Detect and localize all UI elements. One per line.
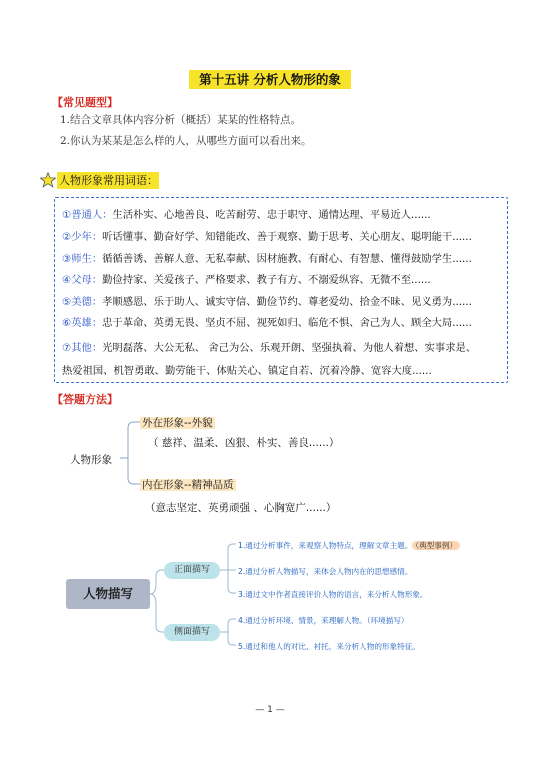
- describe-method-2: 2.通过分析人物描写，来体会人物内在的思想感情。: [238, 567, 413, 576]
- vocab-words: 勤俭持家、关爱孩子、严格要求、教子有方、不溺爱纵容、无微不至......: [102, 274, 431, 286]
- question-type-2: 2.你认为某某是怎么样的人，从哪些方面可以看出来。: [60, 135, 312, 147]
- map-external-examples: （ 慈祥、温柔、凶狠、朴实、善良......）: [148, 437, 340, 449]
- vocab-label: ⑦其他：: [62, 342, 103, 354]
- common-types-heading: 【常见题型】: [52, 96, 118, 109]
- vocab-words: 孝顺感恩、乐于助人、诚实守信、勤俭节约、尊老爱幼、拾金不昧、见义勇为......: [102, 296, 472, 308]
- describe-method-5: 5.通过和他人的对比、衬托，来分析人物的形象特征。: [238, 642, 420, 651]
- map-internal-examples: （意志坚定、英勇顽强 、心胸宽广......）: [145, 502, 337, 514]
- describe-method-3: 3.通过文中作者直接评价人物的语言，来分析人物形象。: [238, 590, 428, 599]
- describe-method-1: [238, 540, 460, 551]
- vocab-label: ①普通人：: [62, 209, 113, 221]
- vocab-label: ⑤美德：: [62, 296, 103, 308]
- vocab-label: ④父母：: [62, 274, 103, 286]
- map-node-direct: 正面描写: [164, 562, 220, 579]
- vocab-words: 循循善诱、善解人意、无私奉献、因材施教、有耐心、有智慧、懂得鼓励学生......: [102, 253, 472, 265]
- lesson-title: 第十五讲 分析人物形的象: [189, 70, 351, 89]
- vocab-label: ⑥英雄：: [62, 317, 103, 329]
- question-type-1: 1.结合文章具体内容分析（概括）某某的性格特点。: [60, 114, 302, 126]
- vocab-words: 热爱祖国、机智勇敢、勤劳能干、体贴关心、镇定自若、沉着冷静、宽容大度......: [62, 365, 432, 377]
- vocab-words: 听话懂事、勤奋好学、知错能改、善于观察、勤于思考、关心朋友、聪明能干......: [102, 231, 472, 243]
- vocab-label: ③师生：: [62, 253, 103, 265]
- method-heading: 【答题方法】: [52, 393, 118, 406]
- vocab-words: 光明磊落、大公无私、 舍己为公、乐观开朗、坚强执着、为他人着想、实事求是、: [102, 342, 477, 354]
- vocab-words: 生活朴实、心地善良、吃苦耐劳、忠于职守、通情达理、平易近人......: [112, 209, 431, 221]
- page-number: — 1 —: [255, 705, 285, 715]
- map-branch-external: [140, 415, 215, 430]
- map-root-character-image: 人物形象: [70, 454, 112, 466]
- map-root-character-description: 人物描写: [66, 579, 150, 609]
- vocab-heading: 人物形象常用词语：: [59, 174, 158, 187]
- internal-image-label: 内在形象--精神品质: [142, 479, 234, 491]
- vocab-words: 忠于革命、英勇无畏、坚贞不屈、视死如归、临危不惧、舍己为人、顾全大局......: [102, 317, 472, 329]
- map-branch-internal: [140, 477, 236, 492]
- vocab-label: ②少年：: [62, 231, 103, 243]
- typical-case-tag: （典型事例）: [412, 541, 460, 550]
- describe-method-4: 4.通过分析环境、情景，来理解人物。（环境描写）: [238, 616, 409, 625]
- leaf-text: 1.通过分析事件，来观察人物特点，理解文章主题。: [238, 541, 413, 550]
- map-node-indirect: 侧面描写: [164, 624, 220, 641]
- external-image-label: 外在形象--外貌: [142, 417, 213, 429]
